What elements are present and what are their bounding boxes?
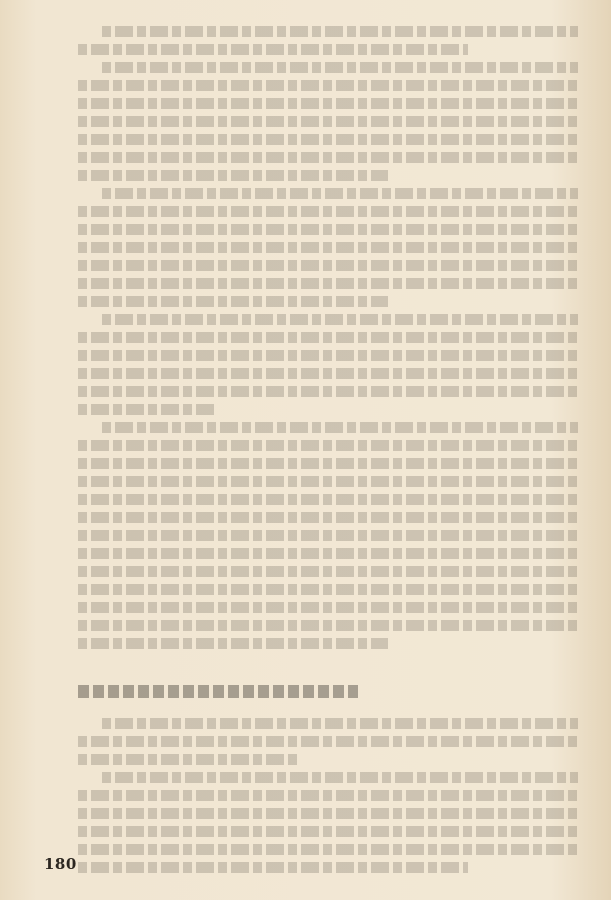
text-line <box>78 584 578 595</box>
paragraph <box>78 314 578 415</box>
text-line <box>78 440 578 451</box>
text-line <box>78 844 578 855</box>
paragraph <box>78 422 578 649</box>
text-line <box>78 566 578 577</box>
paragraph <box>78 26 578 55</box>
text-line <box>78 242 578 253</box>
page-number: 180 <box>44 855 77 873</box>
text-line <box>102 314 578 325</box>
text-line <box>78 602 578 613</box>
text-line <box>102 422 578 433</box>
text-line <box>78 206 578 217</box>
text-line <box>78 350 578 361</box>
text-line <box>78 620 578 631</box>
text-line <box>78 530 578 541</box>
text-line <box>78 638 388 649</box>
text-line <box>78 134 578 145</box>
text-line <box>78 116 578 127</box>
text-line <box>78 368 578 379</box>
text-line <box>78 862 468 873</box>
section-heading <box>78 685 358 698</box>
text-line <box>78 458 578 469</box>
text-line <box>78 790 578 801</box>
text-line <box>78 808 578 819</box>
paragraph <box>78 188 578 307</box>
text-line <box>78 332 578 343</box>
text-line <box>78 826 578 837</box>
paragraph <box>78 62 578 181</box>
text-line <box>78 260 578 271</box>
text-line <box>78 278 578 289</box>
text-line <box>78 170 388 181</box>
text-line <box>102 26 578 37</box>
text-line <box>78 494 578 505</box>
text-line <box>78 386 578 397</box>
text-column <box>78 26 578 880</box>
text-line <box>78 224 578 235</box>
text-line <box>102 772 578 783</box>
text-line <box>102 718 578 729</box>
paragraph <box>78 772 578 873</box>
text-line <box>78 548 578 559</box>
paragraph <box>78 718 578 765</box>
text-line <box>78 754 298 765</box>
text-line <box>78 404 218 415</box>
text-line <box>102 62 578 73</box>
text-line <box>78 80 578 91</box>
text-line <box>78 98 578 109</box>
text-line <box>78 44 468 55</box>
text-line <box>78 512 578 523</box>
text-line <box>78 736 578 747</box>
text-line <box>78 476 578 487</box>
text-line <box>78 152 578 163</box>
text-line <box>78 296 388 307</box>
text-line <box>102 188 578 199</box>
